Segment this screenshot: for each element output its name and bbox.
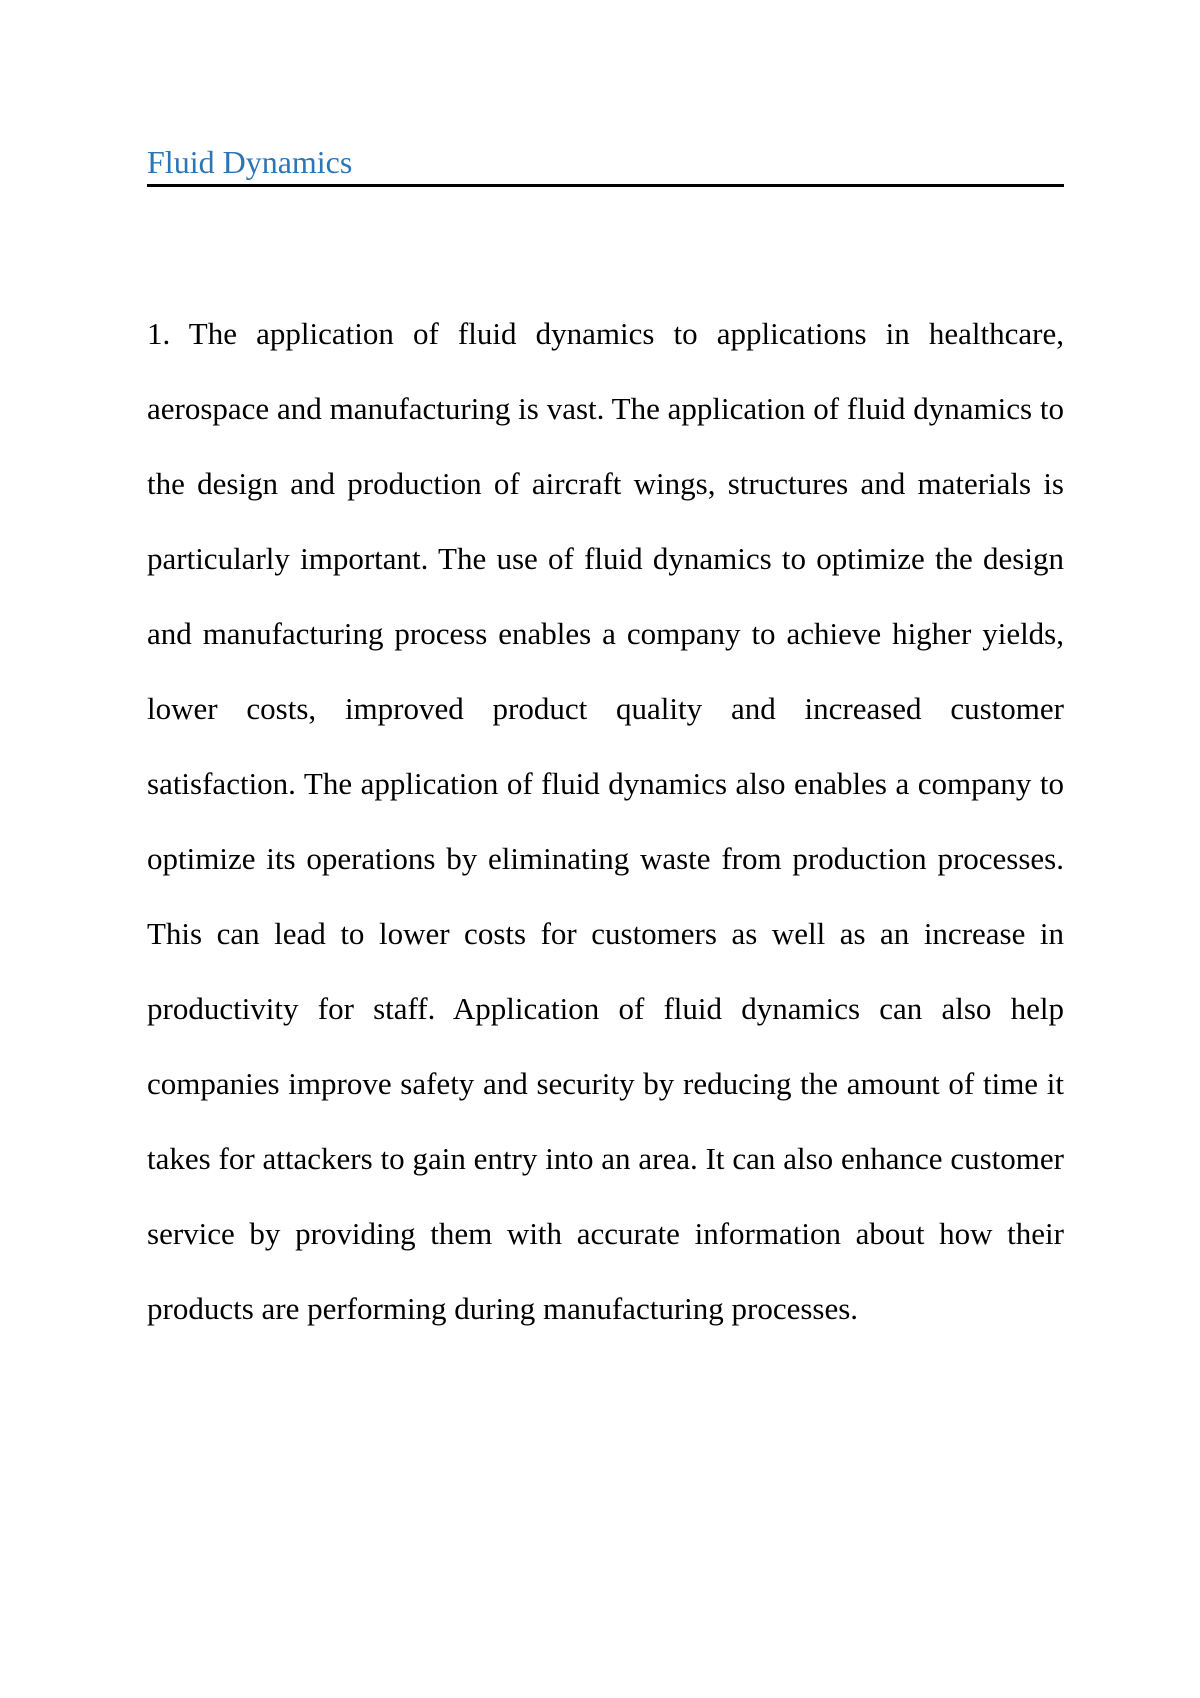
body-paragraph: 1. The application of fluid dynamics to applications in healthcare, aerospace and manufacturing is vast. The application of fluid dynamics to the design and production of aircraft wings, structures and materials is particularly important. The use of fluid dynamics to optimize the design and manufacturing process enables a company to achieve higher yields, lower costs, improved product quality and increased customer satisfaction. The application of fluid dynamics also enables a company to optimize its operations by eliminating waste from production processes. This can lead to lower costs for customers as well as an increase in productivity for staff. Application of fluid dynamics can also help companies improve safety and security by reducing the amount of time it takes for attackers to gain entry into an area. It can also enhance customer service by providing them with accurate information about how their products are performing during manufacturing processes.: [147, 316, 1064, 1326]
heading-underline-divider: [147, 184, 1064, 187]
document-heading: Fluid Dynamics: [147, 144, 353, 180]
